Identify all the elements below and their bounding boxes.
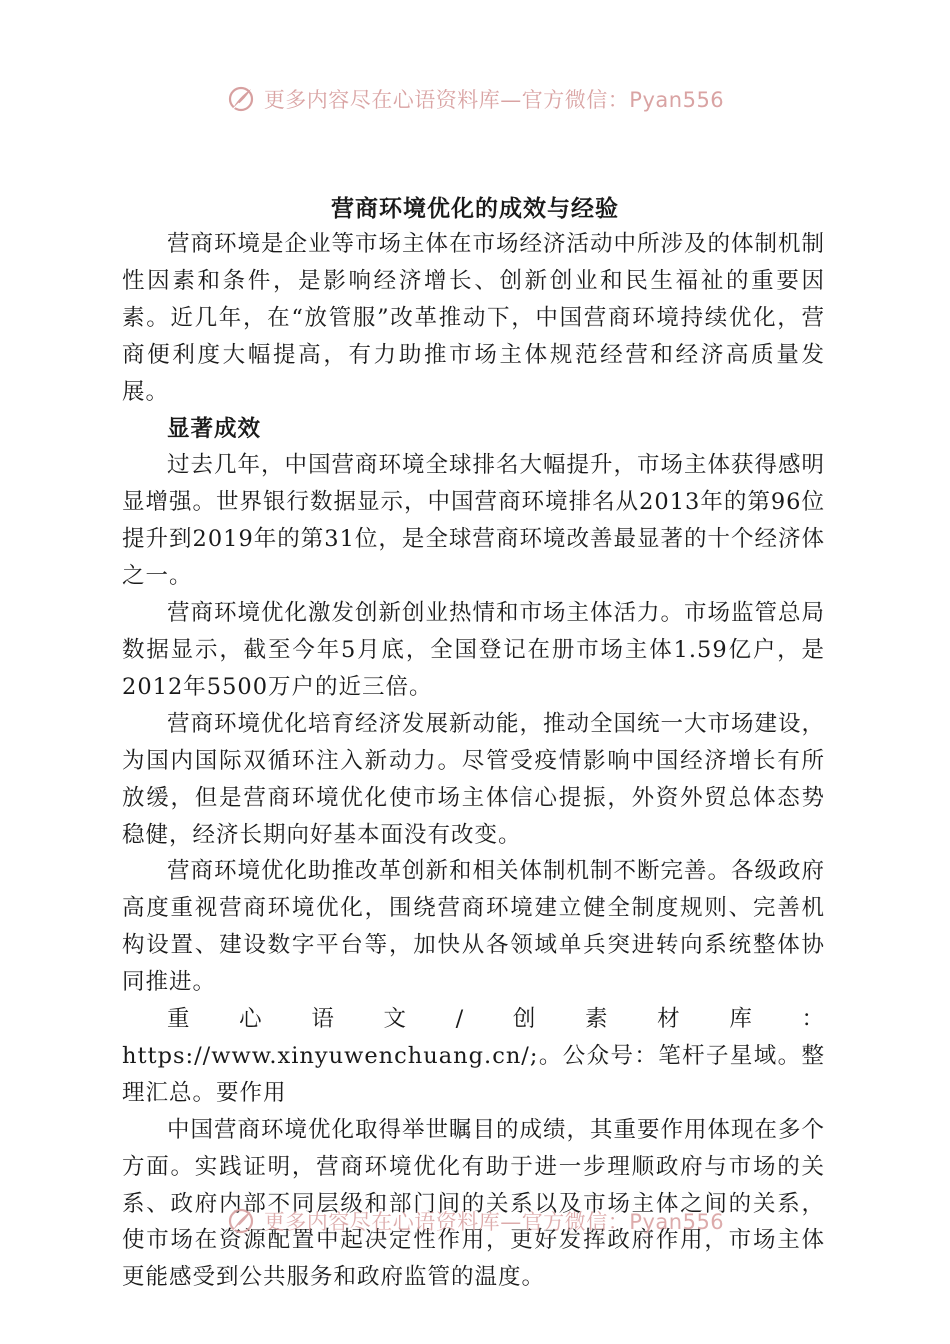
watermark-text: 更多内容尽在心语资料库—官方微信：Pyan556 [263,88,725,112]
body-paragraph: 过去几年，中国营商环境全球排名大幅提升，市场主体获得感明显增强。世界银行数据显示，中国营商环境排名从2013年的第96位提升到2019年的第31位，是全球营商环境改善最显著的十个经济体之一。 [122,452,826,590]
document-body [122,226,825,1296]
body-paragraph: 营商环境优化培育经济发展新动能，推动全国统一大市场建设，为国内国际双循环注入新动力。尽管受疫情影响中国经济增长有所放缓，但是营商环境优化使市场主体信心提振，外资外贸总体态势稳健，经济长期向好基本面没有改变。 [122,710,826,848]
body-paragraph: 中国营商环境优化取得举世瞩目的成绩，其重要作用体现在多个方面。实践证明，营商环境优化有助于进一步理顺政府与市场的关系、政府内部不同层级和部门间的关系以及市场主体之间的关系，使市场在资源配置中起决定性作用，更好发挥政府作用，市场主体更能感受到公共服务和政府监管的温度。 [122,1116,826,1291]
section-heading: 显著成效 [167,415,262,442]
body-paragraph: 营商环境优化助推改革创新和相关体制机制不断完善。各级政府高度重视营商环境优化，围绕营商环境建立健全制度规则、完善机构设置、建设数字平台等，加快从各领域单兵突进转向系统整体协同推进。 [122,858,826,996]
intro-paragraph: 营商环境是企业等市场主体在市场经济活动中所涉及的体制机制性因素和条件，是影响经济增长、创新创业和民生福祉的重要因素。近几年，在“放管服”改革推动下，中国营商环境持续优化，营商便利度大幅提高，有力助推市场主体规范经营和经济高质量发展。 [122,231,826,405]
quill-logo-icon [226,1206,256,1236]
watermark-text: 更多内容尽在心语资料库—官方微信：Pyan556 [263,1210,725,1234]
document-title: 营商环境优化的成效与经验 [331,195,619,222]
body-paragraph: 营商环境优化激发创新创业热情和市场主体活力。市场监管总局数据显示，截至今年5月底，全国登记在册市场主体1.59亿户，是2012年5500万户的近三倍。 [122,600,826,700]
header-watermark [0,84,950,114]
footer-watermark [0,1206,950,1236]
quill-logo-icon [226,84,256,114]
body-paragraph: 重心语文/创素材库：https://www.xinyuwenchuang.cn/;。公众号：笔杆子星域。整理汇总。要作用 [122,1006,825,1106]
